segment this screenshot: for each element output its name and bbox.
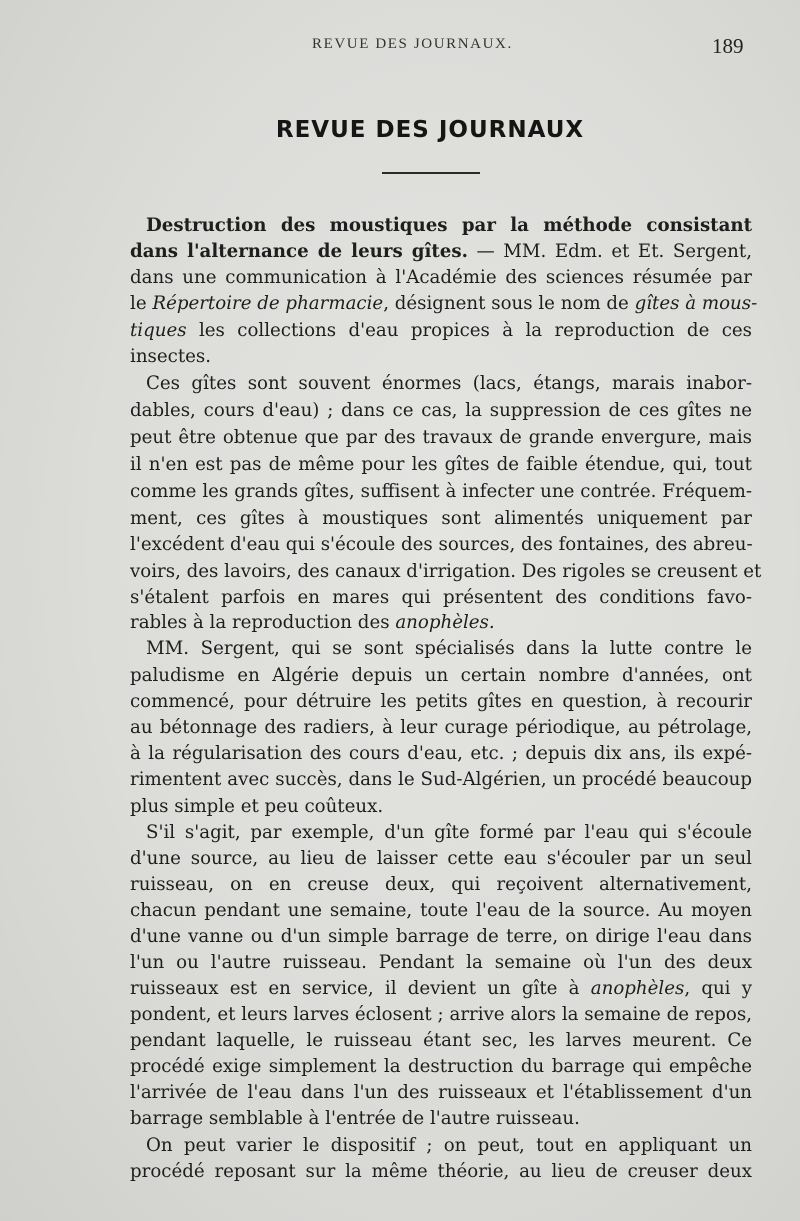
- line-text: d'une source, au lieu de laisser cette eau s'écouler par un seul: [130, 848, 752, 869]
- text-line: [130, 425, 752, 451]
- line-text: — MM. Edm. et Et. Sergent,: [467, 241, 752, 262]
- line-text: S'il s'agit, par exemple, d'un gîte formé par l'eau qui s'écoule: [146, 822, 752, 843]
- text-line: [130, 1028, 752, 1054]
- line-text: procédé exige simplement la destruction du barrage qui empêche: [130, 1056, 752, 1077]
- text-line: [130, 924, 752, 950]
- text-line: [130, 532, 752, 558]
- line-text: pendant laquelle, le ruisseau étant sec, les larves meurent. Ce: [130, 1030, 752, 1051]
- line-text: paludisme en Algérie depuis un certain nombre d'années, ont: [130, 665, 752, 686]
- text-line: [146, 636, 752, 662]
- line-text: barrage semblable à l'entrée de l'autre ruisseau.: [130, 1108, 580, 1129]
- text-line: [130, 452, 752, 478]
- line-text: ruisseau, on en creuse deux, qui reçoivent alternativement,: [130, 874, 752, 895]
- line-text: pondent, et leurs larves éclosent ; arrive alors la semaine de repos,: [130, 1004, 752, 1025]
- text-line: [130, 741, 752, 767]
- line-text: au bétonnage des radiers, à leur curage périodique, au pétrolage,: [130, 717, 752, 738]
- text-line: [130, 265, 752, 291]
- line-text: MM. Sergent, qui se sont spécialisés dans la lutte contre le: [146, 638, 752, 659]
- line-text: , qui y: [684, 978, 753, 999]
- line-text: procédé reposant sur la même théorie, au lieu de creuser deux: [130, 1161, 752, 1182]
- text-line: [130, 663, 752, 689]
- line-text: Ces gîtes sont souvent énormes (lacs, étangs, marais inabor-: [146, 373, 752, 394]
- line-text: s'étalent parfois en mares qui présentent des conditions favo-: [130, 587, 752, 608]
- line-text: l'arrivée de l'eau dans l'un des ruisseaux et l'établissement d'un: [130, 1082, 752, 1103]
- text-line: [130, 689, 752, 715]
- text-line: [130, 976, 752, 1002]
- italic-text: Répertoire de pharmacie: [152, 293, 384, 314]
- line-text: comme les grands gîtes, suffisent à infecter une contrée. Fréquem-: [130, 481, 752, 502]
- line-text: rimentent avec succès, dans le Sud-Algérien, un procédé beaucoup: [130, 769, 752, 790]
- line-text: On peut varier le dispositif ; on peut, tout en appliquant un: [146, 1135, 752, 1156]
- running-title: REVUE DES JOURNAUX.: [312, 36, 513, 52]
- text-line: [130, 239, 752, 265]
- line-text: les collections d'eau propices à la reproduction de ces: [186, 320, 752, 341]
- italic-text: gîtes à mous-: [634, 293, 758, 314]
- text-line: [130, 398, 752, 424]
- text-line: [130, 585, 752, 611]
- text-line: [130, 1054, 752, 1080]
- bold-text: dans l'alternance de leurs gîtes.: [130, 241, 468, 262]
- line-text: il n'en est pas de même pour les gîtes de faible étendue, qui, tout: [130, 454, 752, 475]
- line-text: à la régularisation des cours d'eau, etc. ; depuis dix ans, ils expé-: [130, 743, 752, 764]
- text-line: [130, 794, 752, 820]
- text-line: [130, 715, 752, 741]
- title-rule: [382, 172, 480, 174]
- line-text: , désignent sous le nom de: [383, 293, 635, 314]
- text-line: [130, 872, 752, 898]
- line-text: peut être obtenue que par des travaux de grande envergure, mais: [130, 427, 752, 448]
- section-title: REVUE DES JOURNAUX: [275, 117, 585, 143]
- line-text: ruisseaux est en service, il devient un gîte à: [130, 978, 591, 999]
- bold-text: Destruction des moustiques par la méthode consistant: [146, 215, 752, 236]
- line-text: chacun pendant une semaine, toute l'eau de la source. Au moyen: [130, 900, 752, 921]
- line-text: insectes.: [130, 346, 212, 367]
- text-line: [130, 846, 752, 872]
- text-line: [130, 898, 752, 924]
- text-line: [130, 479, 752, 505]
- running-head: [0, 34, 800, 64]
- text-line: [130, 767, 752, 793]
- text-line: [130, 950, 752, 976]
- text-line: [130, 1159, 752, 1185]
- text-line: [146, 371, 752, 397]
- text-line: [130, 610, 752, 636]
- line-text: le: [130, 293, 153, 314]
- text-line: [130, 559, 762, 585]
- text-line: [146, 213, 752, 239]
- line-text: l'excédent d'eau qui s'écoule des sources, des fontaines, des abreu-: [130, 534, 753, 555]
- line-text: rables à la reproduction des: [130, 612, 396, 633]
- line-text: plus simple et peu coûteux.: [130, 796, 384, 817]
- text-line: [130, 1002, 752, 1028]
- line-text: ment, ces gîtes à moustiques sont alimentés uniquement par: [130, 508, 752, 529]
- line-text: voirs, des lavoirs, des canaux d'irrigation. Des rigoles se creusent et: [130, 561, 762, 582]
- line-text: dans une communication à l'Académie des sciences résumée par: [130, 267, 752, 288]
- text-line: [130, 1080, 752, 1106]
- text-line: [130, 291, 758, 317]
- text-line: [130, 318, 752, 344]
- text-line: [130, 506, 752, 532]
- text-line: [130, 344, 752, 370]
- line-text: d'une vanne ou d'un simple barrage de terre, on dirige l'eau dans: [130, 926, 752, 947]
- text-line: [146, 1133, 752, 1159]
- page-number: 189: [712, 34, 744, 58]
- text-line: [146, 820, 752, 846]
- line-text: l'un ou l'autre ruisseau. Pendant la semaine où l'un des deux: [130, 952, 752, 973]
- line-text: dables, cours d'eau) ; dans ce cas, la suppression de ces gîtes ne: [130, 400, 752, 421]
- text-line: [130, 1106, 752, 1132]
- line-text: commencé, pour détruire les petits gîtes en question, à recourir: [130, 691, 752, 712]
- italic-text: anophèles.: [395, 612, 495, 633]
- italic-text: anophèles: [590, 978, 685, 999]
- italic-text: tiques: [130, 320, 187, 341]
